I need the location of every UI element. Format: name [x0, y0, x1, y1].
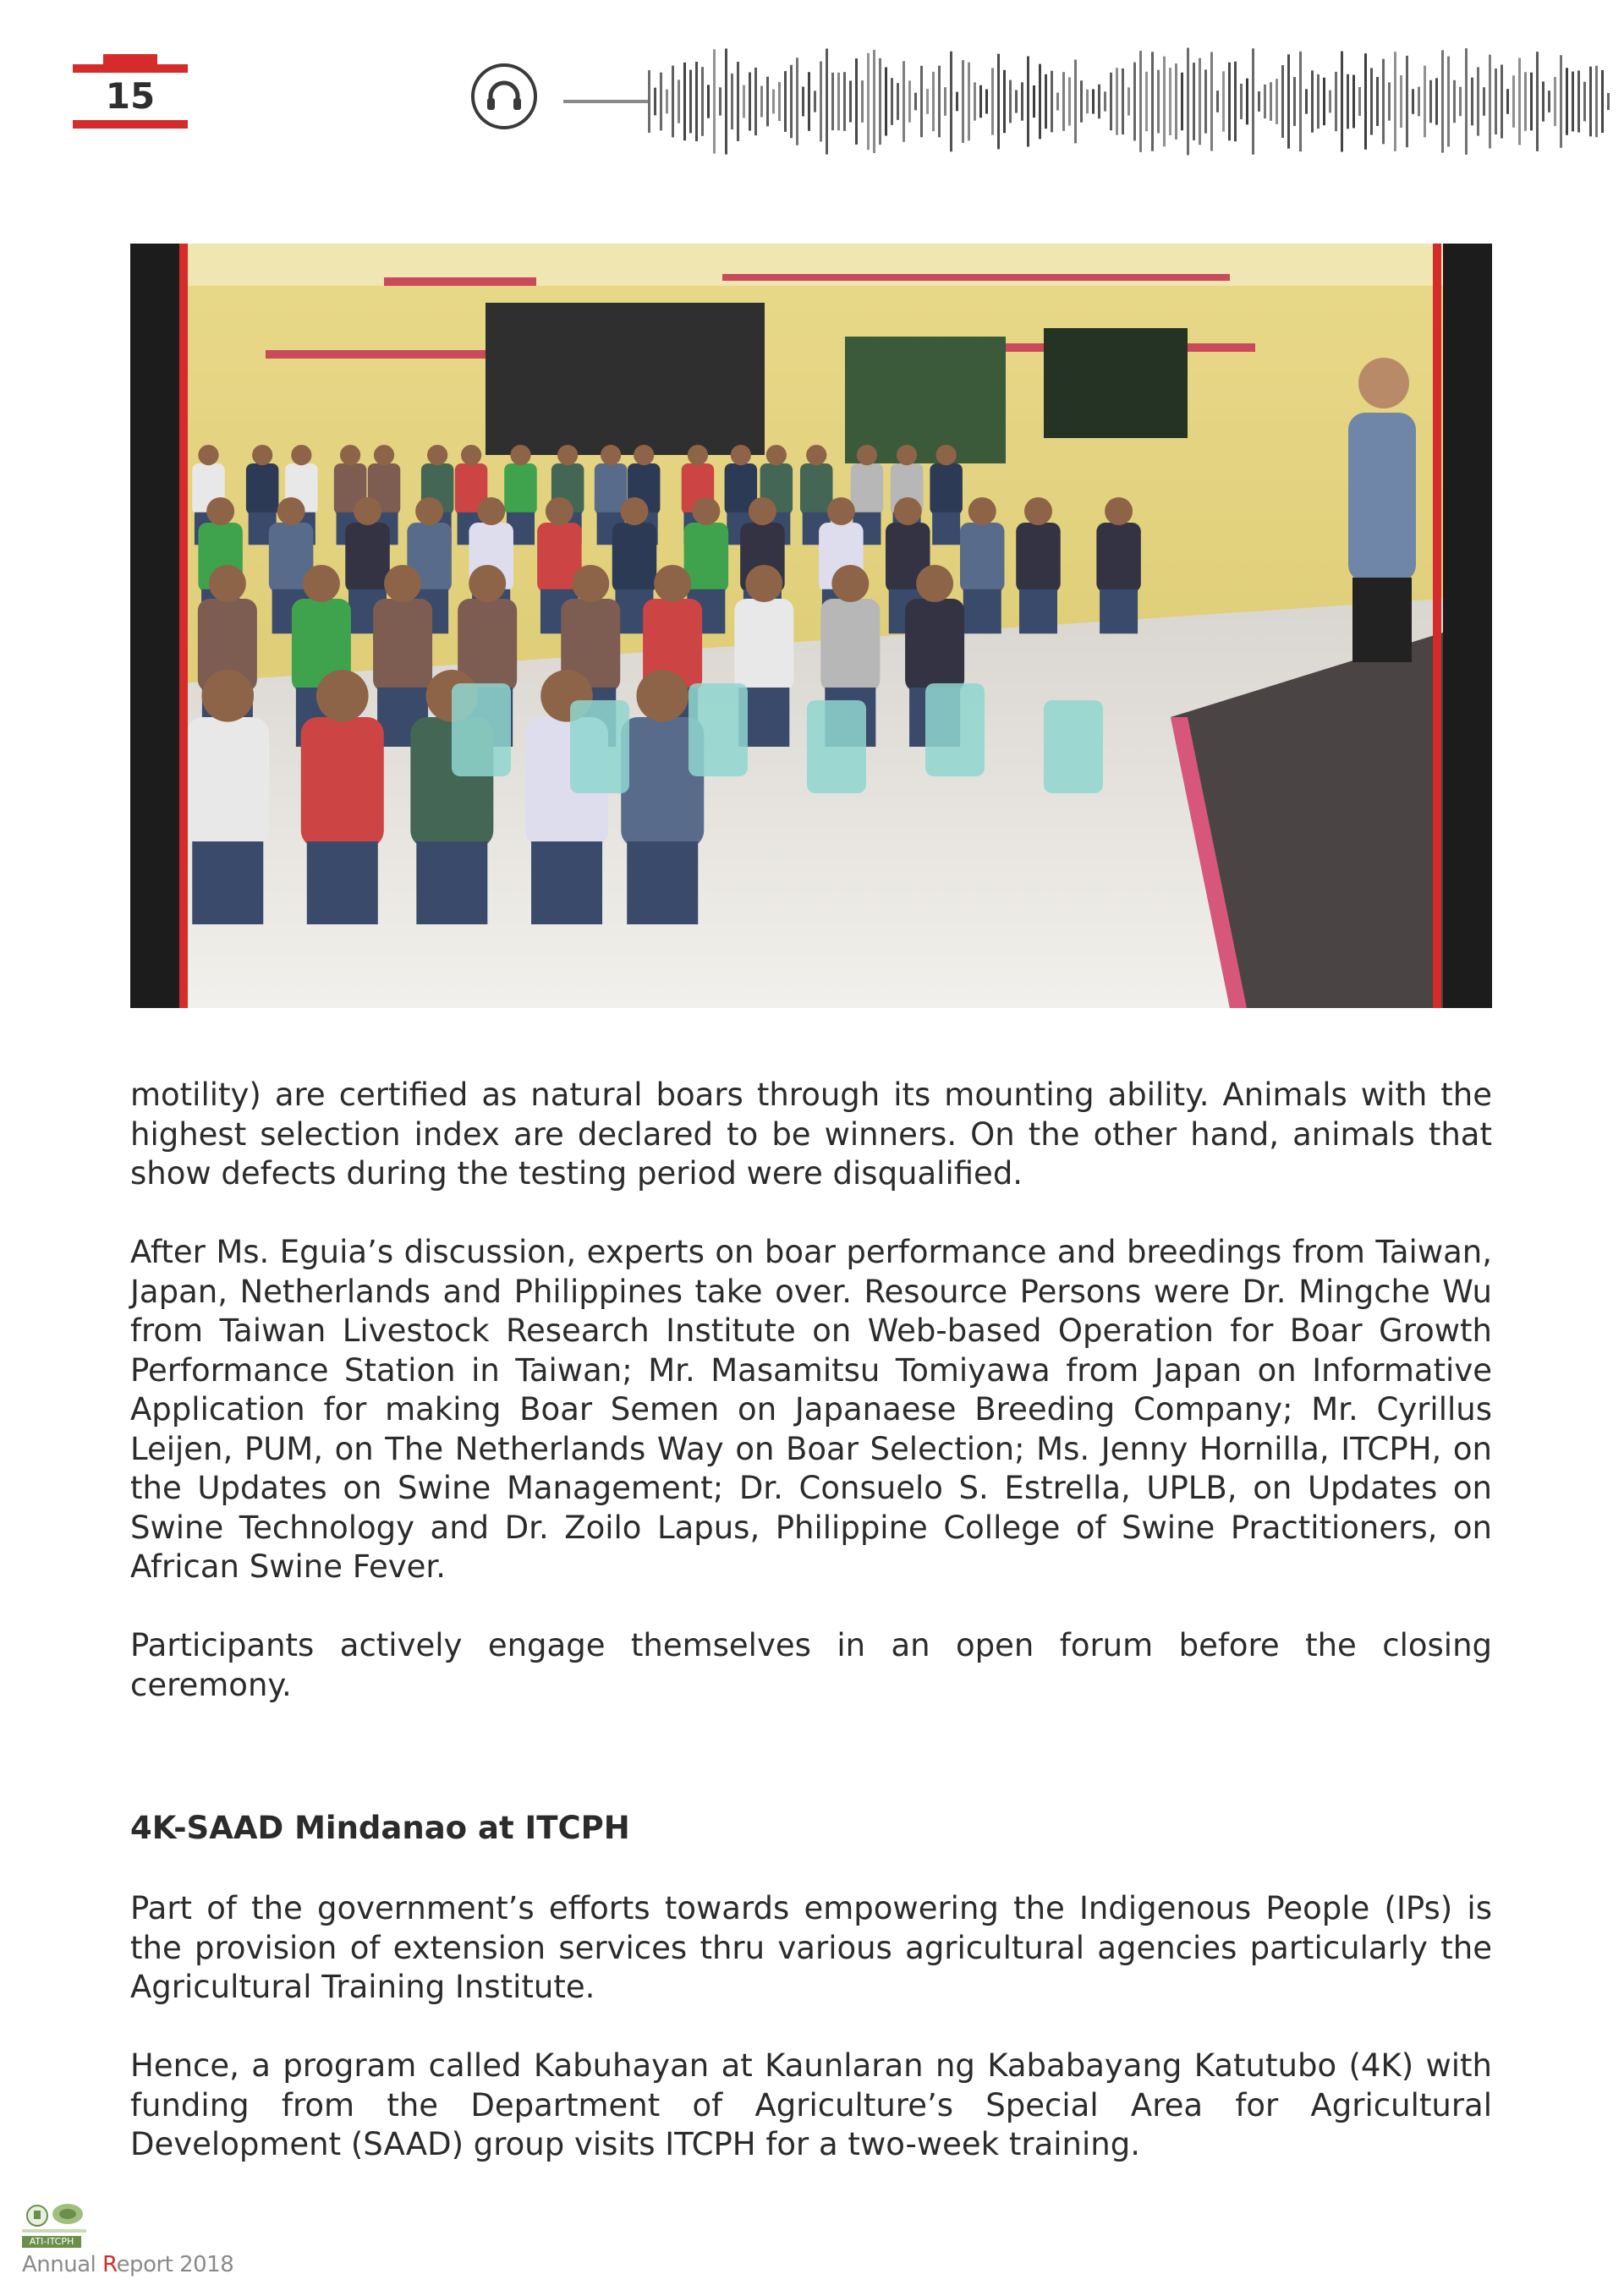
audio-waveform — [563, 34, 1624, 169]
page-number-badge — [73, 47, 188, 129]
paragraph-resource-persons: After Ms. Eguia’s discussion, experts on boar performance and breedings from Taiwan, Japan, Netherlands and Philippines take over. Resource Persons were Dr. Mingche Wu from Taiwan Livestock Research Institute on Web-based Operation for Boar Growth Performance Station in Taiwan; Mr. Masamitsu Tomiyawa from Japan on Informative Application for making Boar Semen on Japanaese Breeding Company; Mr. Cyrillus Leijen, PUM, on The Netherlands Way on Boar Selection; Ms. Jenny Hornilla, ITCPH, on the Updates on Swine Management; Dr. Consuelo S. Estrella, UPLB, on Updates on Swine Technology and Dr. Zoilo Lapus, Philippine College of Swine Practitioners, on African Swine Fever. — [130, 1234, 1492, 1585]
headphones-icon[interactable] — [470, 63, 538, 130]
footer-report-prefix: Annual — [22, 2252, 103, 2277]
seminar-audience-photo — [130, 244, 1492, 1008]
footer-org-label: ATI-ITCPH — [22, 2236, 81, 2248]
badge-bar-bottom — [73, 120, 188, 129]
paragraph-motility: motility) are certified as natural boars through its mounting ability. Animals with the highest selection index are declared to be winners. On the other hand, animals that show defects during the testing period were disqualified. — [130, 1077, 1492, 1192]
footer-report-title — [22, 2252, 233, 2277]
paragraph-government-efforts: Part of the government’s efforts towards empowering the Indigenous People (IPs) is the provision of extension services thru various agricultural agencies particularly the Agricultural Training Institute. — [130, 1890, 1492, 2005]
footer-report-suffix: eport 2018 — [116, 2252, 234, 2277]
paragraph-open-forum: Participants actively engage themselves in an open forum before the closing ceremony. — [130, 1627, 1492, 1703]
paragraph-4k-program: Hence, a program called Kabuhayan at Kaunlaran ng Kababayang Katutubo (4K) with funding from the Department of Agriculture’s Special Area for Agricultural Development (SAAD) group visits ITCPH for a two-week training. — [130, 2047, 1492, 2162]
section-heading: 4K-SAAD Mindanao at ITCPH — [130, 1810, 630, 1846]
badge-tab-top — [103, 54, 157, 64]
badge-bar-top — [73, 64, 188, 73]
page-number: 15 — [105, 75, 156, 117]
footer-report-r: R — [102, 2252, 117, 2277]
